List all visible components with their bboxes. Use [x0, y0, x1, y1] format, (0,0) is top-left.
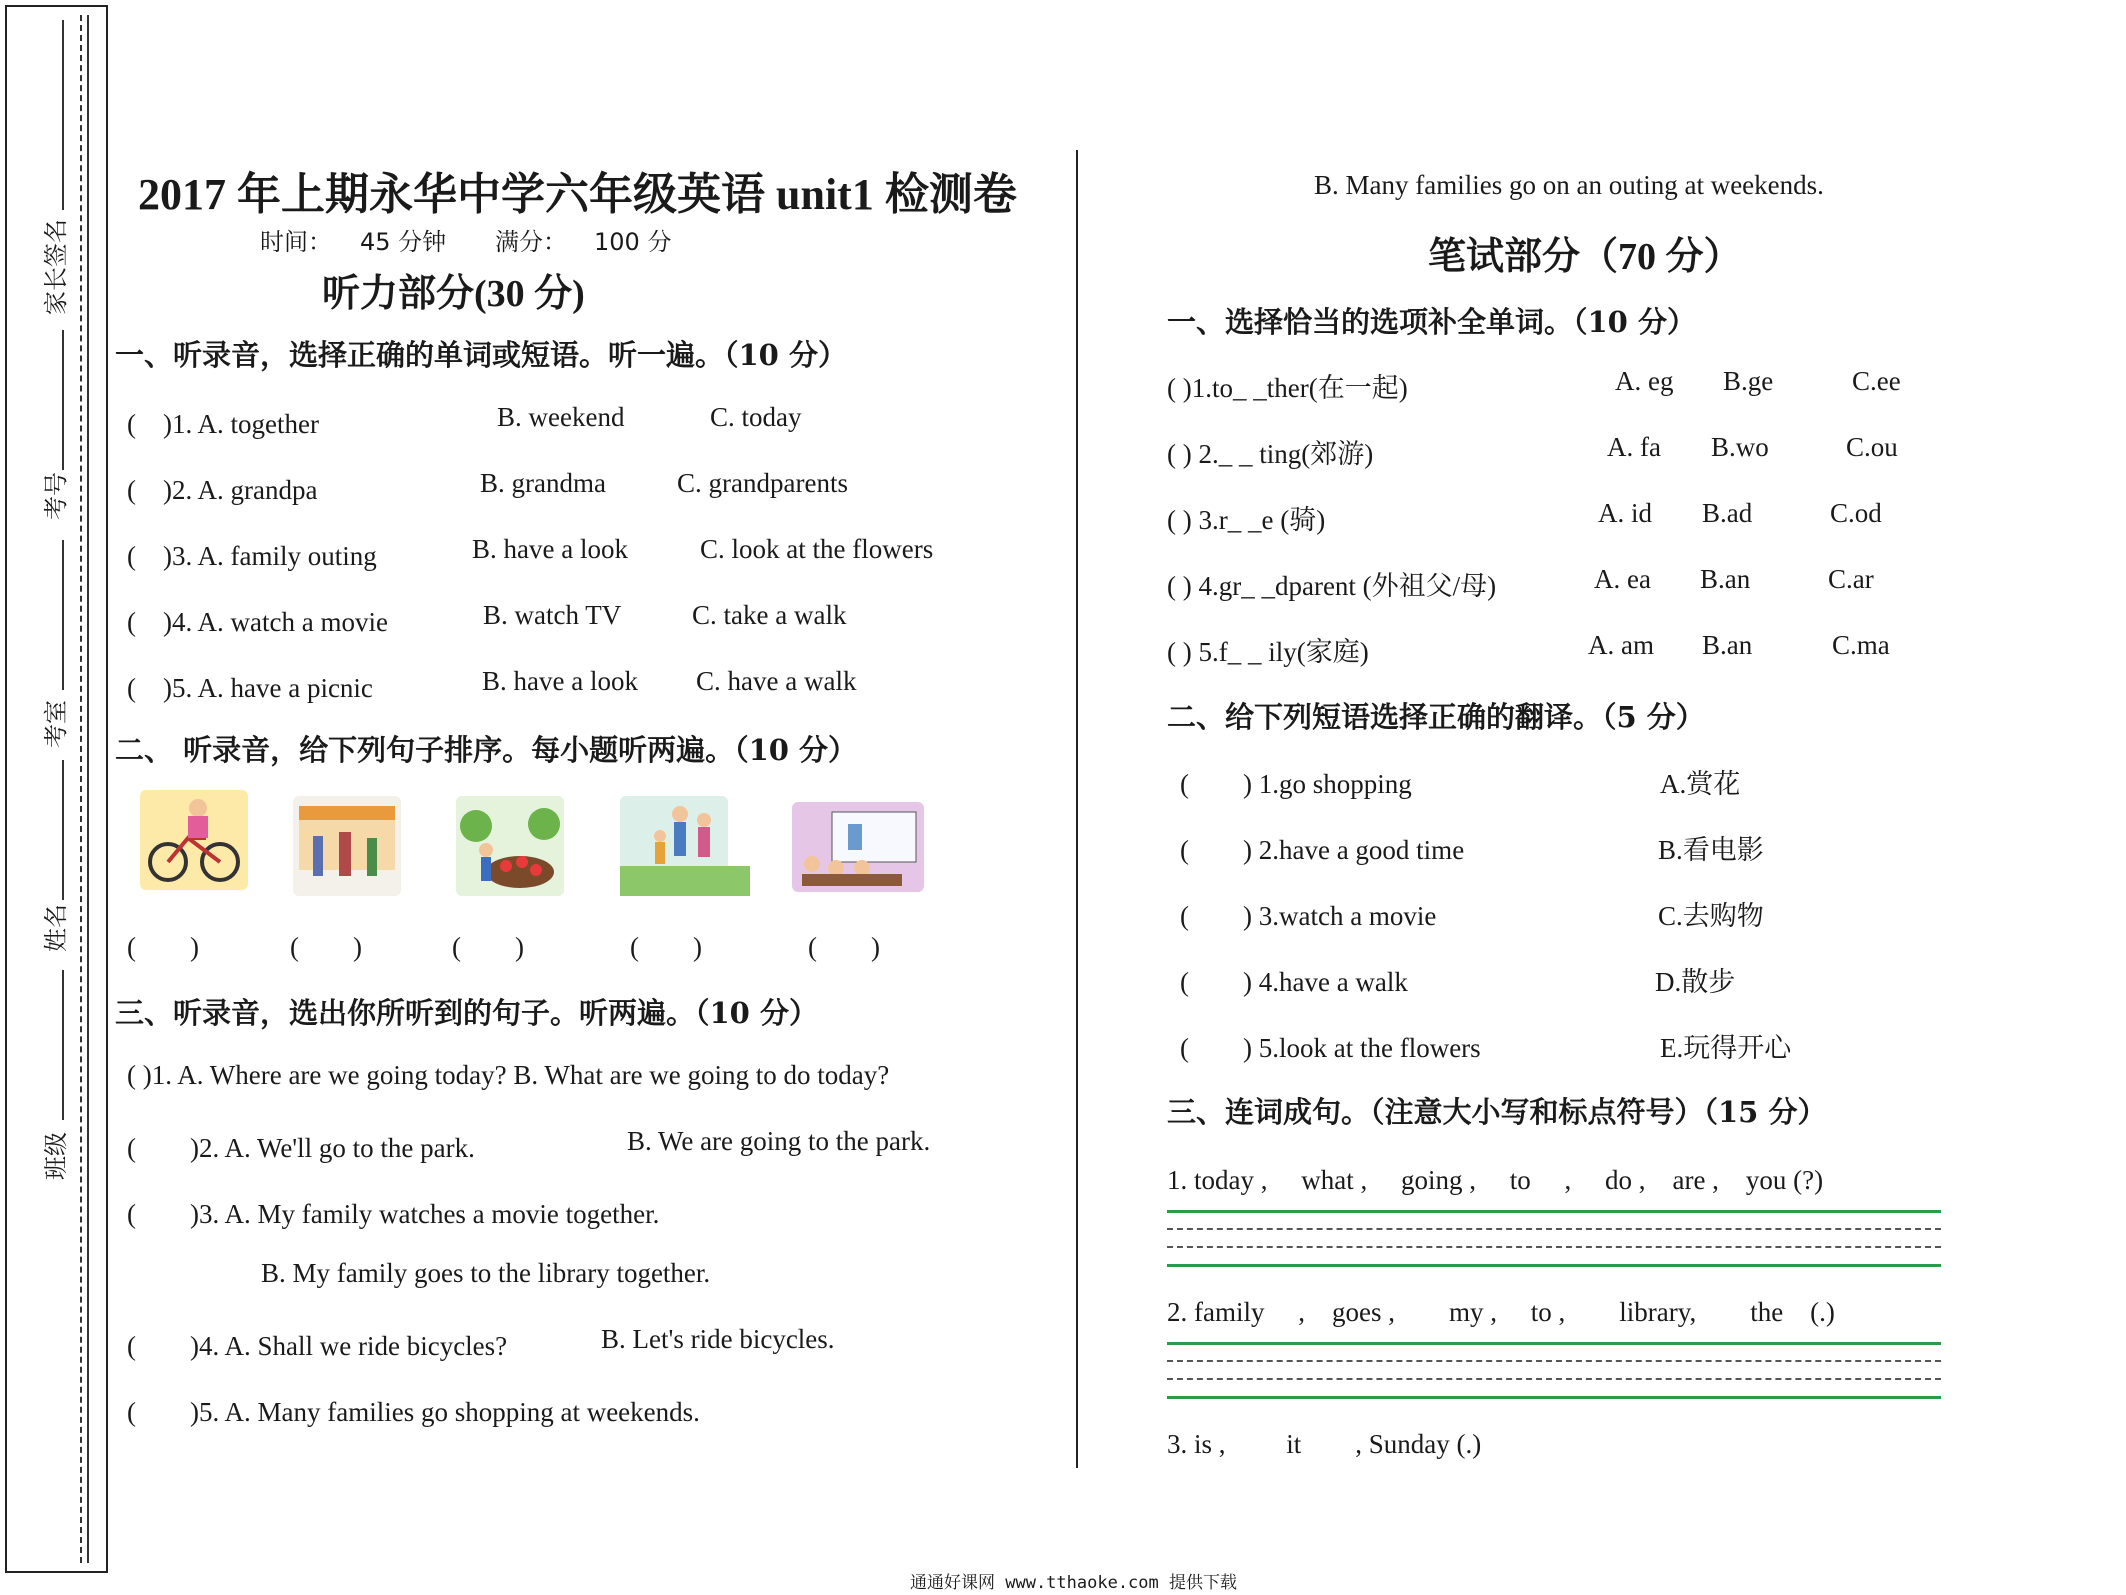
picture-blank-3: ( ) [452, 932, 524, 962]
w3-item2-writing-line-bottom [1167, 1396, 1941, 1399]
l1-item4-a: ( )4. A. watch a movie [127, 607, 388, 637]
w1-item5-a: A. am [1588, 630, 1654, 660]
score-label: 满分： [495, 228, 567, 256]
l1-item5-c: C. have a walk [696, 666, 857, 696]
l1-item2-b: B. grandma [480, 468, 606, 498]
w1-item3-a: A. id [1598, 498, 1652, 528]
w1-item2-q: ( ) 2._ _ ting(郊游) [1167, 439, 1374, 469]
w3-item3: 3. is , it , Sunday (.) [1167, 1429, 1482, 1459]
w2-item1-q: ( ) 1.go shopping [1180, 769, 1412, 799]
l1-item1-c: C. today [710, 402, 802, 432]
parent-signature-line [62, 20, 64, 210]
w1-item1-a: A. eg [1615, 366, 1674, 396]
l1-item2-a: ( )2. A. grandpa [127, 475, 318, 505]
w2-item3-q: ( ) 3.watch a movie [1180, 901, 1437, 931]
name-label: 姓名 [42, 904, 70, 952]
picture-blank-4: ( ) [630, 932, 702, 962]
l3-item2-b: B. We are going to the park. [627, 1126, 931, 1156]
w3-item2-writing-line-mid2 [1167, 1378, 1941, 1380]
bicycle-picture [140, 790, 248, 890]
w1-item5-b: B.an [1702, 630, 1753, 660]
l3-item2-a: ( )2. A. We'll go to the park. [127, 1133, 475, 1163]
flowers-picture [456, 796, 564, 896]
writing-part3-heading: 三、连词成句。（注意大小写和标点符号）（15 分） [1167, 1095, 1827, 1129]
w3-item1-writing-line-mid1 [1167, 1228, 1941, 1230]
listening-part3-heading: 三、听录音，选出你所听到的句子。听两遍。（10 分） [115, 996, 818, 1030]
score-value: 100 分 [594, 228, 672, 256]
listening-part1-heading: 一、听录音，选择正确的单词或短语。听一遍。（10 分） [115, 338, 847, 372]
w1-item5-q: ( ) 5.f_ _ ily(家庭) [1167, 637, 1369, 667]
writing-part2-heading: 二、给下列短语选择正确的翻译。（5 分） [1167, 700, 1705, 734]
l1-item3-a: ( )3. A. family outing [127, 541, 377, 571]
picture-blank-5: ( ) [808, 932, 880, 962]
l3-item4-a: ( )4. A. Shall we ride bicycles? [127, 1331, 508, 1361]
w3-item1: 1. today , what , going , to , do , are , you (?) [1167, 1165, 1824, 1195]
l1-item4-c: C. take a walk [692, 600, 847, 630]
name-line [62, 760, 64, 900]
page-footer: 通通好课网 www.tthaoke.com 提供下载 [910, 1573, 1237, 1593]
column-divider [1076, 150, 1078, 1468]
w1-item4-c: C.ar [1828, 564, 1874, 594]
exam-number-label: 考号 [42, 472, 70, 520]
binding-dashed-line [80, 15, 82, 1563]
w1-item1-b: B.ge [1723, 366, 1774, 396]
w2-item4-q: ( ) 4.have a walk [1180, 967, 1408, 997]
l1-item5-b: B. have a look [482, 666, 638, 696]
class-label: 班级 [42, 1132, 70, 1180]
picture-blank-2: ( ) [290, 932, 362, 962]
w3-item2: 2. family , goes , my , to , library, the (.) [1167, 1297, 1835, 1327]
w2-item2-a: B.看电影 [1658, 835, 1764, 865]
page-title: 2017 年上期永华中学六年级英语 unit1 检测卷 [138, 170, 1017, 219]
l1-item3-b: B. have a look [472, 534, 628, 564]
l3-item1: ( )1. A. Where are we going today? B. What are we going to do today? [127, 1060, 890, 1090]
l1-item5-a: ( )5. A. have a picnic [127, 673, 373, 703]
picture-blank-1: ( ) [127, 932, 199, 962]
l3-item5-a: ( )5. A. Many families go shopping at weekends. [127, 1397, 700, 1427]
exam-room-line [62, 540, 64, 690]
w1-item3-c: C.od [1830, 498, 1882, 528]
exam-number-line [62, 330, 64, 470]
w2-item1-a: A.赏花 [1660, 769, 1741, 799]
w1-item2-c: C.ou [1846, 432, 1898, 462]
w1-item4-b: B.an [1700, 564, 1751, 594]
w2-item3-a: C.去购物 [1658, 901, 1764, 931]
time-label: 时间： [260, 228, 332, 256]
l1-item1-b: B. weekend [497, 402, 625, 432]
listening-part2-heading: 二、 听录音，给下列句子排序。每小题听两遍。（10 分） [115, 733, 858, 767]
l3-item3-a: ( )3. A. My family watches a movie together. [127, 1199, 660, 1229]
w1-item3-q: ( ) 3.r_ _e (骑) [1167, 505, 1326, 535]
shopping-picture [293, 796, 401, 896]
w1-item4-a: A. ea [1594, 564, 1651, 594]
w1-item5-c: C.ma [1832, 630, 1890, 660]
w1-item4-q: ( ) 4.gr_ _dparent (外祖父/母) [1167, 571, 1497, 601]
movie-picture [792, 802, 924, 892]
w2-item5-a: E.玩得开心 [1660, 1033, 1792, 1063]
writing-heading: 笔试部分（70 分） [1428, 236, 1742, 278]
w1-item1-c: C.ee [1852, 366, 1901, 396]
l3-item3-b: B. My family goes to the library together. [261, 1258, 711, 1288]
binding-solid-line [87, 15, 89, 1563]
w3-item1-writing-line-mid2 [1167, 1246, 1941, 1248]
listening-heading: 听力部分(30 分) [322, 273, 585, 315]
class-line [62, 970, 64, 1120]
w1-item2-b: B.wo [1711, 432, 1769, 462]
l1-item3-c: C. look at the flowers [700, 534, 934, 564]
w3-item2-writing-line-top [1167, 1342, 1941, 1345]
w3-item1-writing-line-top [1167, 1210, 1941, 1213]
w2-item5-q: ( ) 5.look at the flowers [1180, 1033, 1481, 1063]
w2-item4-a: D.散步 [1655, 967, 1736, 997]
time-value: 45 分钟 [360, 228, 447, 256]
l1-item1-a: ( )1. A. together [127, 409, 319, 439]
parent-signature-label: 家长签名 [42, 219, 70, 315]
w3-item1-writing-line-bottom [1167, 1264, 1941, 1267]
w1-item1-q: ( )1.to_ _ther(在一起) [1167, 373, 1408, 403]
l1-item4-b: B. watch TV [483, 600, 622, 630]
l1-item2-c: C. grandparents [677, 468, 848, 498]
w2-item2-q: ( ) 2.have a good time [1180, 835, 1465, 865]
l3-item4-b: B. Let's ride bicycles. [601, 1324, 835, 1354]
w1-item3-b: B.ad [1702, 498, 1753, 528]
w1-item2-a: A. fa [1607, 432, 1661, 462]
l3-item5-b: B. Many families go on an outing at weekends. [1314, 170, 1824, 200]
writing-part1-heading: 一、选择恰当的选项补全单词。（10 分） [1167, 305, 1696, 339]
w3-item2-writing-line-mid1 [1167, 1360, 1941, 1362]
exam-room-label: 考室 [42, 700, 70, 748]
walk-picture [620, 796, 728, 896]
